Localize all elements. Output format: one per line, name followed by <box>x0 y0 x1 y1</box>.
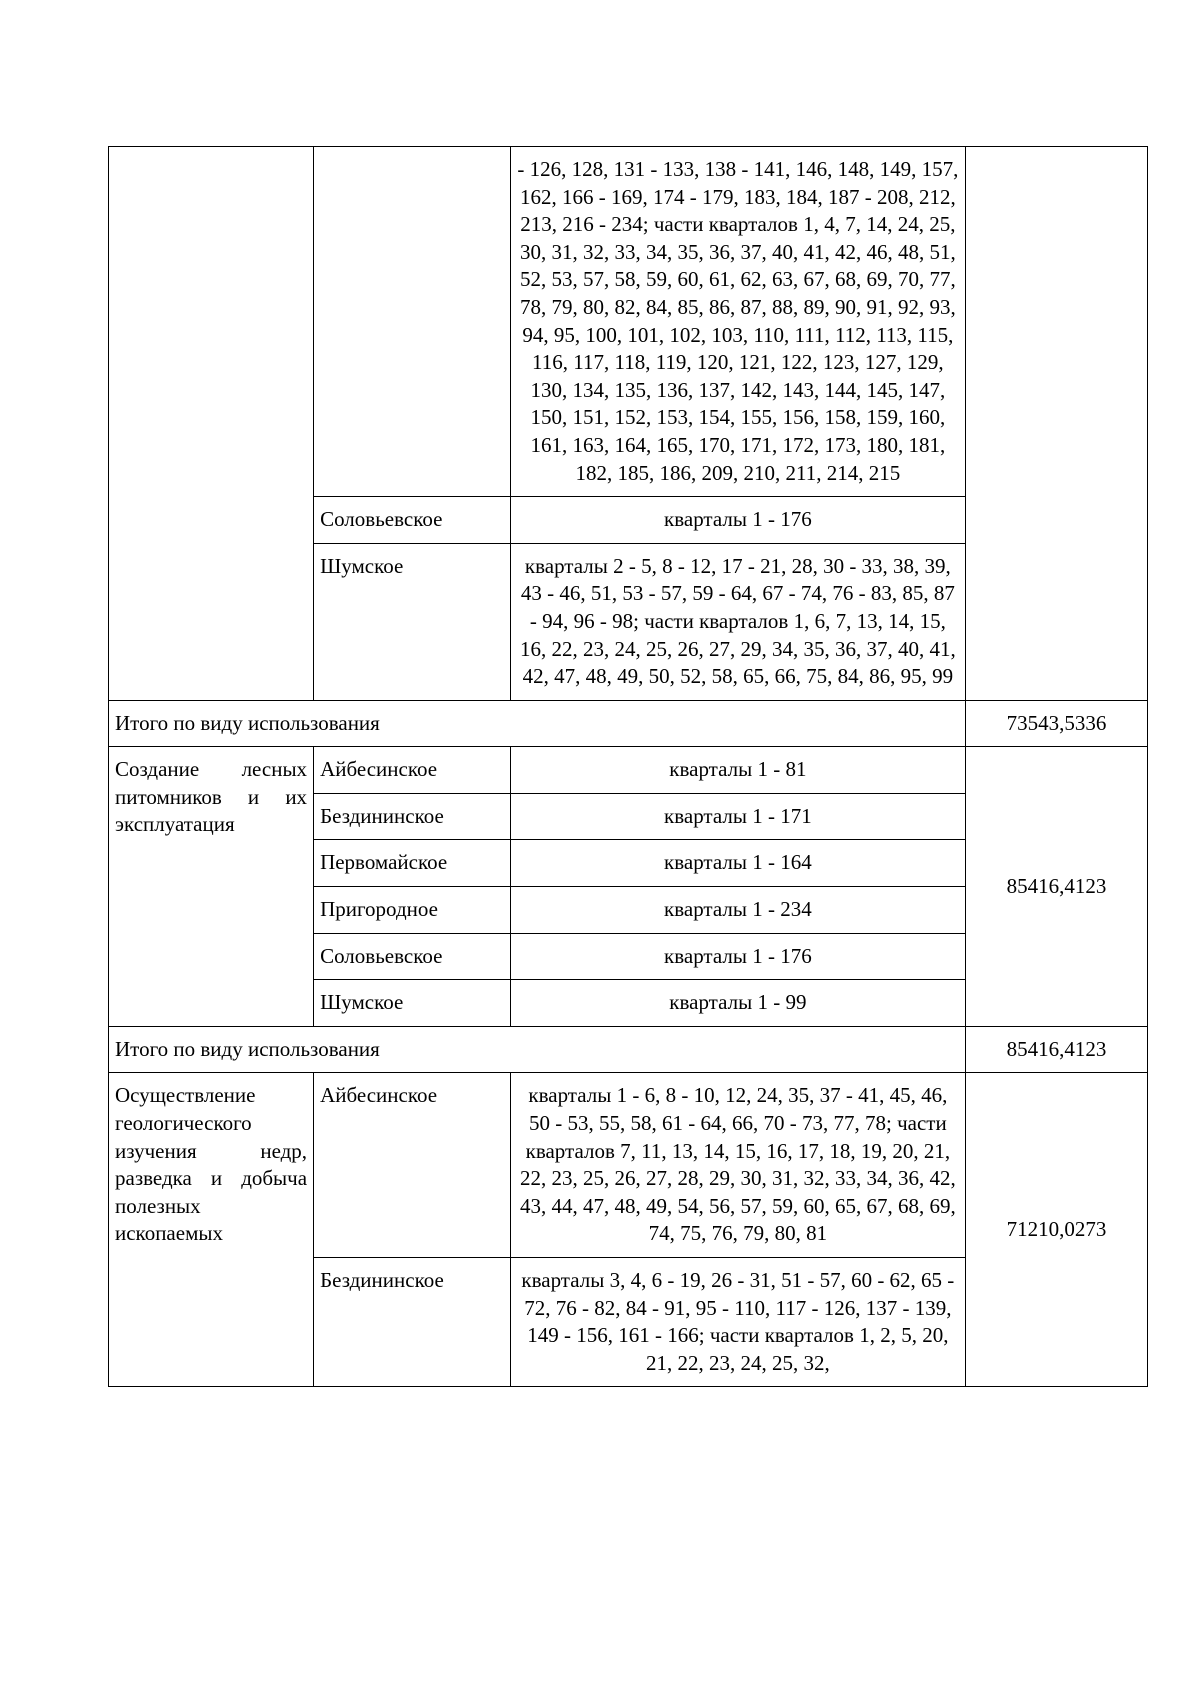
forestry-cell: Пригородное <box>314 887 511 934</box>
quarters-cell: кварталы 1 - 81 <box>510 747 965 794</box>
area-cell: 71210,0273 <box>966 1073 1148 1387</box>
total-value: 73543,5336 <box>966 700 1148 747</box>
total-label: Итого по виду использования <box>109 1026 966 1073</box>
quarters-cell: кварталы 1 - 176 <box>510 933 965 980</box>
quarters-cell: кварталы 1 - 6, 8 - 10, 12, 24, 35, 37 - 41, 45, 46, 50 - 53, 55, 58, 61 - 64, 66, 70 - 73, 77, 78; части кварталов 7, 11, 13, 14, 15, 16, 17, 18, 19, 20, 21, 22, 23, 25, 26, 27, 28, 29, 30, 31, 32, 33, 34, 36, 42, 43, 44, 47, 48, 49, 54, 56, 57, 59, 60, 65, 67, 68, 69, 74, 75, 76, 79, 80, 81 <box>510 1073 965 1258</box>
quarters-cell: кварталы 2 - 5, 8 - 12, 17 - 21, 28, 30 - 33, 38, 39, 43 - 46, 51, 53 - 57, 59 - 64, 67 - 74, 76 - 83, 85, 87 - 94, 96 - 98; части кварталов 1, 6, 7, 13, 14, 15, 16, 22, 23, 24, 25, 26, 27, 29, 34, 35, 36, 37, 40, 41, 42, 47, 48, 49, 50, 52, 58, 65, 66, 75, 84, 86, 95, 99 <box>510 543 965 700</box>
use-type-cell <box>109 747 314 1027</box>
total-row <box>109 1026 1148 1073</box>
forestry-cell: Соловьевское <box>314 497 511 544</box>
quarters-cell: кварталы 3, 4, 6 - 19, 26 - 31, 51 - 57, 60 - 62, 65 - 72, 76 - 82, 84 - 91, 95 - 110, 117 - 126, 137 - 139, 149 - 156, 161 - 166; части кварталов 1, 2, 5, 20, 21, 22, 23, 24, 25, 32, <box>510 1258 965 1387</box>
forestry-cell: Первомайское <box>314 840 511 887</box>
forestry-cell: Айбесинское <box>314 1073 511 1258</box>
quarters-cell: кварталы 1 - 176 <box>510 497 965 544</box>
quarters-cell: кварталы 1 - 234 <box>510 887 965 934</box>
quarters-cell: кварталы 1 - 164 <box>510 840 965 887</box>
forestry-cell: Бездининское <box>314 1258 511 1387</box>
table-row <box>109 747 1148 794</box>
forestry-cell: Айбесинское <box>314 747 511 794</box>
area-cell: 85416,4123 <box>966 747 1148 1027</box>
forestry-cell: Шумское <box>314 980 511 1027</box>
forestry-cell: Бездининское <box>314 793 511 840</box>
forestry-cell <box>314 147 511 497</box>
quarters-cell: кварталы 1 - 171 <box>510 793 965 840</box>
total-value: 85416,4123 <box>966 1026 1148 1073</box>
quarters-cell: кварталы 1 - 99 <box>510 980 965 1027</box>
quarters-cell: - 126, 128, 131 - 133, 138 - 141, 146, 148, 149, 157, 162, 166 - 169, 174 - 179, 183, 184, 187 - 208, 212, 213, 216 - 234; части кварталов 1, 4, 7, 14, 24, 25, 30, 31, 32, 33, 34, 35, 36, 37, 40, 41, 42, 46, 48, 51, 52, 53, 57, 58, 59, 60, 61, 62, 63, 67, 68, 69, 70, 77, 78, 79, 80, 82, 84, 85, 86, 87, 88, 89, 90, 91, 92, 93, 94, 95, 100, 101, 102, 103, 110, 111, 112, 113, 115, 116, 117, 118, 119, 120, 121, 122, 123, 127, 129, 130, 134, 135, 136, 137, 142, 143, 144, 145, 147, 150, 151, 152, 153, 154, 155, 156, 158, 159, 160, 161, 163, 164, 165, 170, 171, 172, 173, 180, 181, 182, 185, 186, 209, 210, 211, 214, 215 <box>510 147 965 497</box>
area-cell <box>966 147 1148 701</box>
use-type-text: Создание лесных питомников и их эксплуатация <box>115 757 308 837</box>
forestry-cell: Соловьевское <box>314 933 511 980</box>
total-row <box>109 700 1148 747</box>
forestry-cell: Шумское <box>314 543 511 700</box>
total-label: Итого по виду использования <box>109 700 966 747</box>
use-type-cell <box>109 1073 314 1387</box>
use-type-text: Осуществление геологического изучения недр, разведка и добыча полезных ископаемых <box>115 1083 308 1246</box>
table-row <box>109 147 1148 497</box>
use-type-cell <box>109 147 314 701</box>
table-row <box>109 1073 1148 1258</box>
forest-use-table <box>108 146 1148 1387</box>
